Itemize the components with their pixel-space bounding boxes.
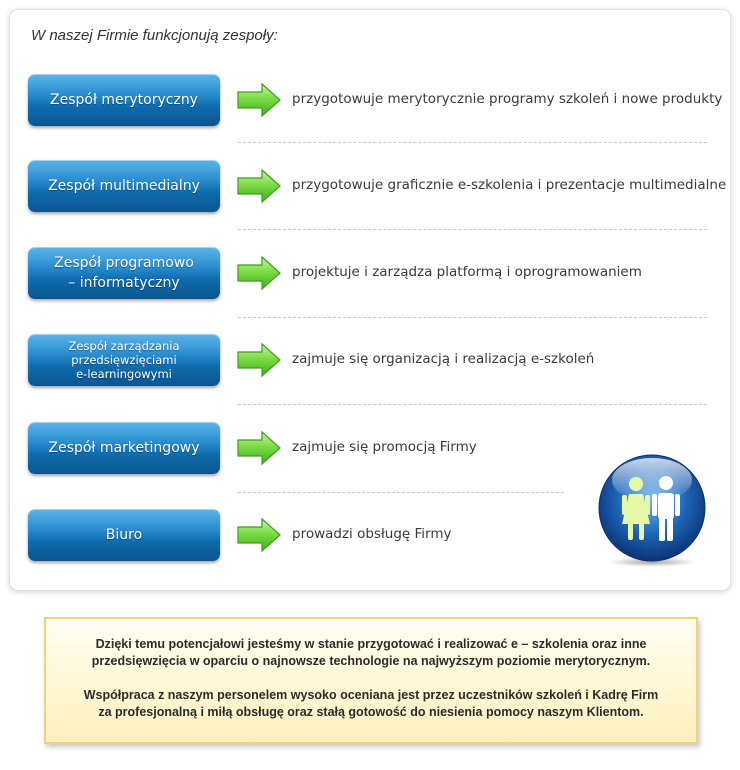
team-row-merytoryczny [0,71,740,131]
team-description: prowadzi obsługę Firmy [292,526,452,542]
team-description: zajmuje się promocją Firmy [292,439,477,455]
team-row-multimedialny [0,157,740,217]
team-button-label: Zespół merytoryczny [50,92,198,108]
green-arrow-icon [236,430,282,466]
info-paragraph-1: Dzięki temu potencjałowi jesteśmy w stanie przygotować i realizować e – szkolenia oraz inne przedsięwzięcia w oparciu o najnowsze technologie na najwyższym poziomie merytorycznym. [91,637,651,668]
team-description: przygotowuje graficznie e-szkolenia i prezentacje multimedialne [292,177,727,193]
info-paragraph-2: Współpraca z naszym personelem wysoko oceniana jest przez uczestników szkoleń i Kadrę Firm za profesjonalną i miłą obsługę oraz stałą gotowość do niesienia pomocy naszym Klientom. [83,688,659,719]
team-description: projektuje i zarządza platformą i oprogramowaniem [292,264,642,280]
team-button-label: Biuro [105,527,143,543]
green-arrow-icon [236,517,282,553]
team-description: zajmuje się organizacją i realizacją e-szkoleń [292,351,595,367]
team-button-zarzadzania[interactable] [28,334,220,386]
team-row-programowo-informatyczny [0,244,740,304]
team-button-label: Zespół zarządzania przedsięwzięciami e-learningowymi [68,339,180,381]
people-icon [594,452,710,568]
green-arrow-icon [236,82,282,118]
team-row-zarzadzania [0,331,740,391]
row-divider [238,404,707,405]
team-button-programowo-informatyczny[interactable] [28,247,220,299]
team-button-label: Zespół multimedialny [48,178,200,194]
team-description: przygotowuje merytorycznie programy szkoleń i nowe produkty [292,91,723,107]
green-arrow-icon [236,342,282,378]
team-button-merytoryczny[interactable] [28,74,220,126]
green-arrow-icon [236,255,282,291]
team-button-label: Zespół programowo – informatyczny [54,255,194,291]
row-divider [238,142,707,143]
team-button-marketingowy[interactable] [28,422,220,474]
row-divider [238,229,707,230]
panel-title: W naszej Firmie funkcjonują zespoły: [31,27,278,44]
team-button-label: Zespół marketingowy [48,440,200,456]
row-divider [238,492,564,493]
info-box [44,617,698,744]
green-arrow-icon [236,168,282,204]
team-button-multimedialny[interactable] [28,160,220,212]
row-divider [238,317,707,318]
team-button-biuro[interactable] [28,509,220,561]
